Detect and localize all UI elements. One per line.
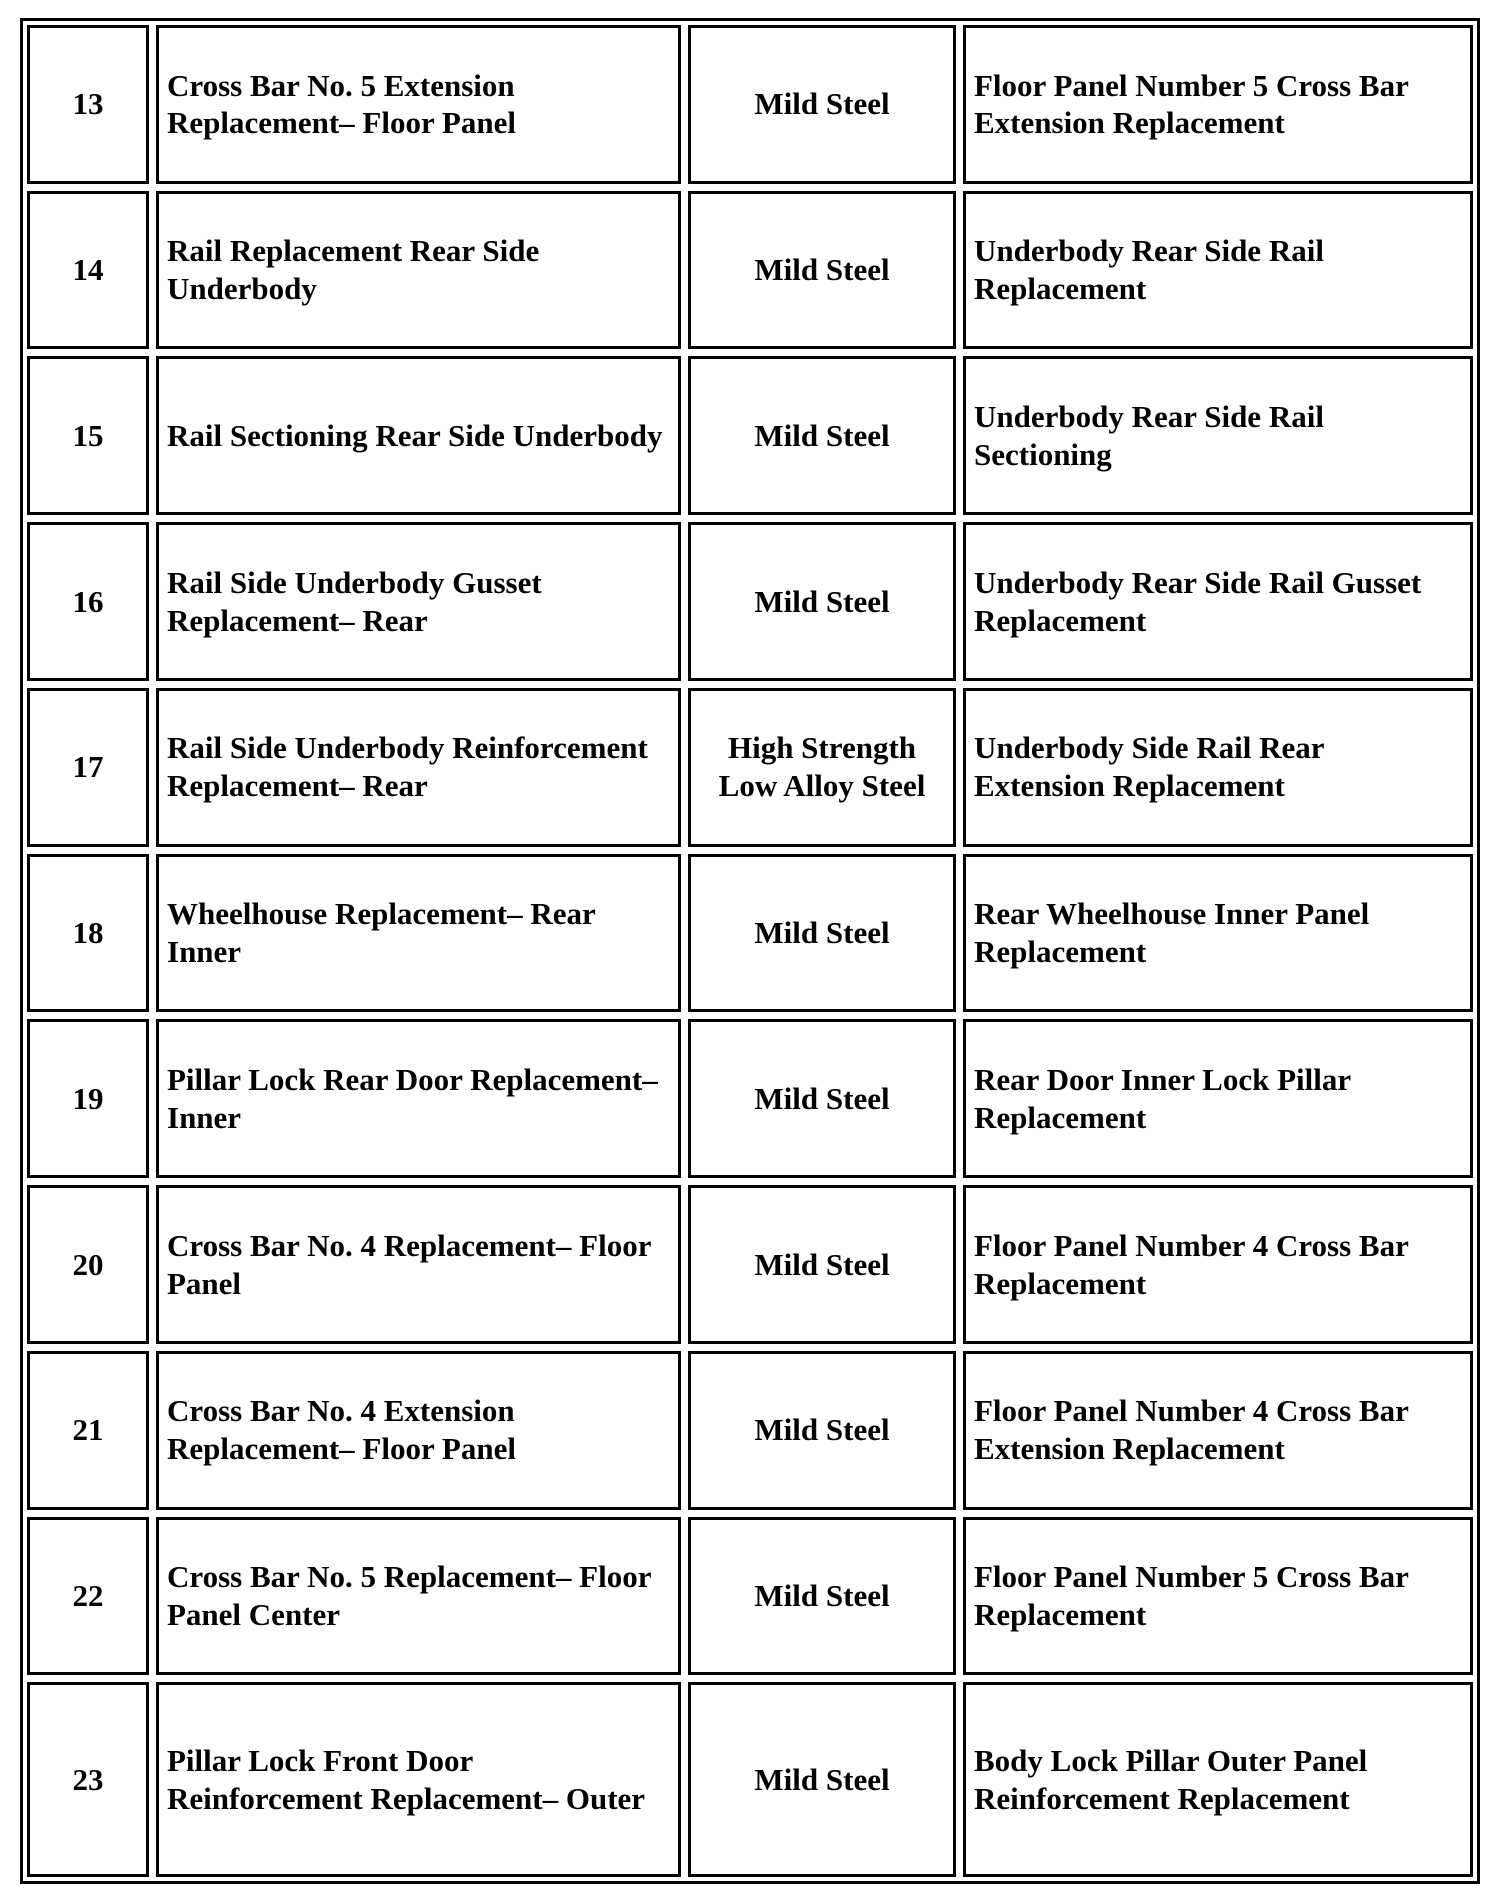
table-row xyxy=(27,1517,1473,1676)
row-number: 16 xyxy=(27,522,149,681)
material: Mild Steel xyxy=(688,356,956,515)
row-number: 15 xyxy=(27,356,149,515)
table-row xyxy=(27,854,1473,1013)
part-description: Underbody Rear Side Rail Sectioning xyxy=(963,356,1473,515)
table-row xyxy=(27,688,1473,847)
part-name: Cross Bar No. 5 Replacement– Floor Panel Center xyxy=(156,1517,681,1676)
table-row xyxy=(27,522,1473,681)
part-description: Floor Panel Number 5 Cross Bar Replacement xyxy=(963,1517,1473,1676)
material: Mild Steel xyxy=(688,1682,956,1877)
part-name: Cross Bar No. 5 Extension Replacement– Floor Panel xyxy=(156,25,681,184)
table-row xyxy=(27,1682,1473,1877)
part-description: Rear Wheelhouse Inner Panel Replacement xyxy=(963,854,1473,1013)
table-row xyxy=(27,191,1473,350)
part-name: Pillar Lock Front Door Reinforcement Replacement– Outer xyxy=(156,1682,681,1877)
table-row xyxy=(27,356,1473,515)
material: Mild Steel xyxy=(688,191,956,350)
row-number: 17 xyxy=(27,688,149,847)
part-name: Rail Replacement Rear Side Underbody xyxy=(156,191,681,350)
part-name: Pillar Lock Rear Door Replacement– Inner xyxy=(156,1019,681,1178)
material: Mild Steel xyxy=(688,25,956,184)
row-number: 21 xyxy=(27,1351,149,1510)
material: Mild Steel xyxy=(688,1185,956,1344)
part-name: Wheelhouse Replacement– Rear Inner xyxy=(156,854,681,1013)
part-description: Floor Panel Number 4 Cross Bar Extension Replacement xyxy=(963,1351,1473,1510)
parts-table xyxy=(20,18,1480,1884)
parts-table-frame xyxy=(20,18,1480,1884)
table-row xyxy=(27,1351,1473,1510)
row-number: 19 xyxy=(27,1019,149,1178)
part-name: Rail Sectioning Rear Side Underbody xyxy=(156,356,681,515)
row-number: 20 xyxy=(27,1185,149,1344)
material: Mild Steel xyxy=(688,854,956,1013)
table-row xyxy=(27,1185,1473,1344)
material: Mild Steel xyxy=(688,1517,956,1676)
row-number: 18 xyxy=(27,854,149,1013)
row-number: 23 xyxy=(27,1682,149,1877)
part-name: Rail Side Underbody Gusset Replacement– Rear xyxy=(156,522,681,681)
material: Mild Steel xyxy=(688,1351,956,1510)
part-description: Floor Panel Number 4 Cross Bar Replacement xyxy=(963,1185,1473,1344)
part-name: Rail Side Underbody Reinforcement Replacement– Rear xyxy=(156,688,681,847)
part-description: Rear Door Inner Lock Pillar Replacement xyxy=(963,1019,1473,1178)
part-description: Body Lock Pillar Outer Panel Reinforcement Replacement xyxy=(963,1682,1473,1877)
part-name: Cross Bar No. 4 Extension Replacement– Floor Panel xyxy=(156,1351,681,1510)
table-row xyxy=(27,25,1473,184)
part-description: Floor Panel Number 5 Cross Bar Extension Replacement xyxy=(963,25,1473,184)
part-description: Underbody Rear Side Rail Replacement xyxy=(963,191,1473,350)
table-row xyxy=(27,1019,1473,1178)
material: Mild Steel xyxy=(688,522,956,681)
part-description: Underbody Side Rail Rear Extension Replacement xyxy=(963,688,1473,847)
row-number: 14 xyxy=(27,191,149,350)
row-number: 22 xyxy=(27,1517,149,1676)
part-name: Cross Bar No. 4 Replacement– Floor Panel xyxy=(156,1185,681,1344)
material: High Strength Low Alloy Steel xyxy=(688,688,956,847)
material: Mild Steel xyxy=(688,1019,956,1178)
row-number: 13 xyxy=(27,25,149,184)
part-description: Underbody Rear Side Rail Gusset Replacement xyxy=(963,522,1473,681)
